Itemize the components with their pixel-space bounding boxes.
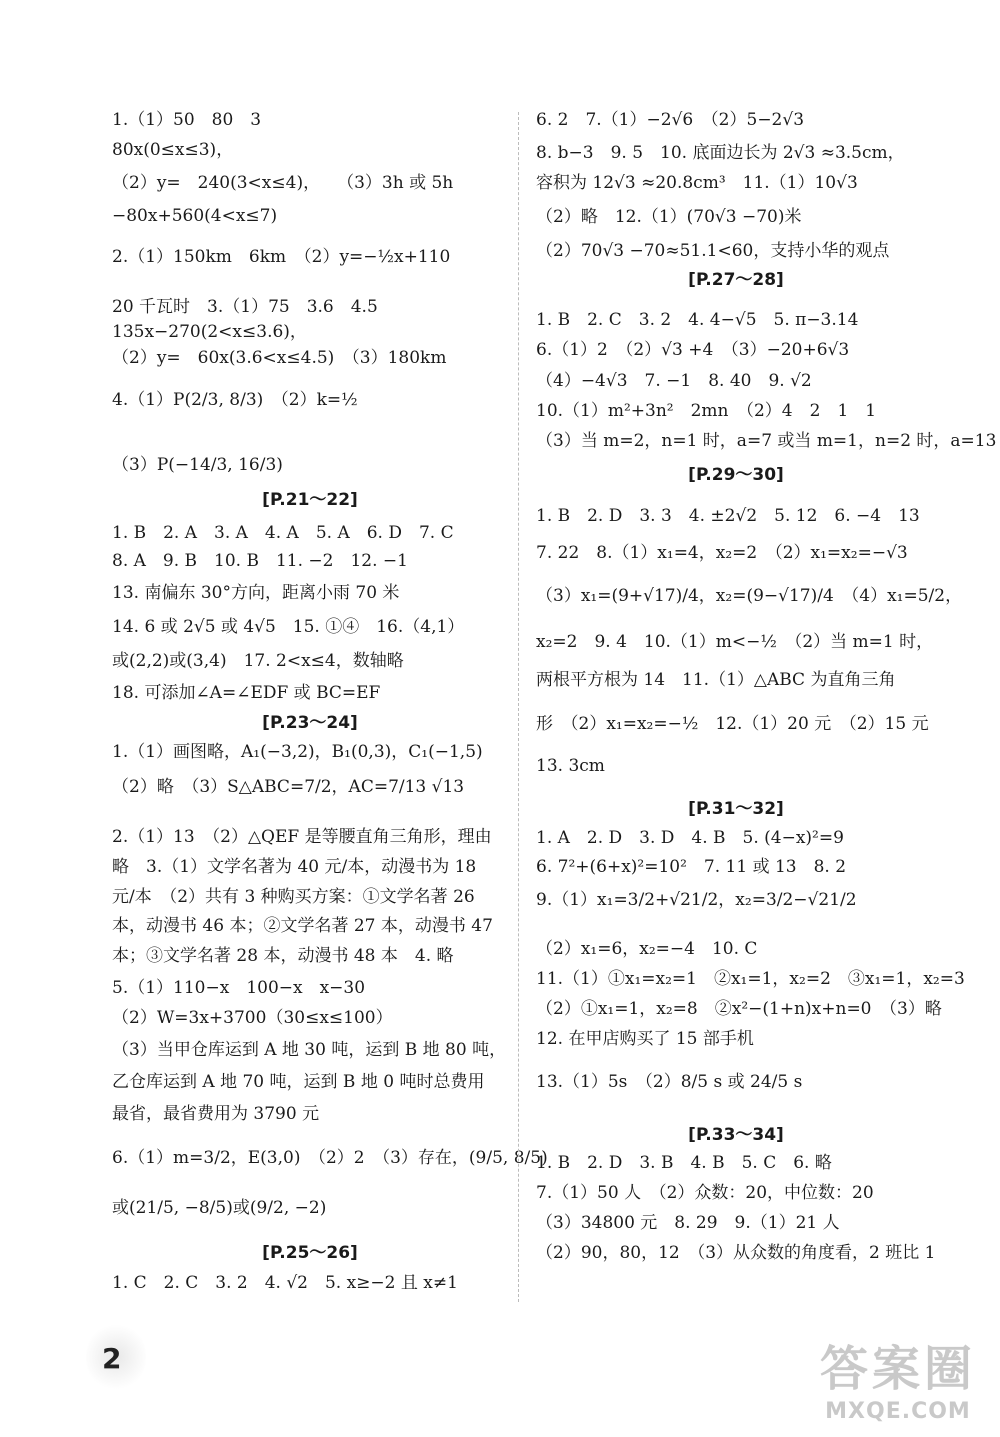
answer-line: 或(21/5, −8/5)或(9/2, −2)	[112, 1198, 327, 1218]
answer-line: 9.（1）x₁=3/2+√21/2，x₂=3/2−√21/2	[536, 890, 857, 910]
answer-line: 18. 可添加∠A=∠EDF 或 BC=EF	[112, 683, 381, 703]
answer-line: 1. B 2. A 3. A 4. A 5. A 6. D 7. C	[112, 523, 454, 543]
answer-line: 本；③文学名著 28 本，动漫书 48 本 4. 略	[112, 946, 454, 966]
section-heading: [P.33～34]	[688, 1125, 784, 1145]
answer-line: （3）当甲仓库运到 A 地 30 吨，运到 B 地 80 吨，	[112, 1040, 507, 1060]
answer-line: 元/本 （2）共有 3 种购买方案：①文学名著 26	[112, 887, 475, 907]
answer-line: （3）x₁=(9+√17)/4，x₂=(9−√17)/4 （4）x₁=5/2，	[536, 586, 963, 606]
answer-line: 20 千瓦时 3.（1）75 3.6 4.5	[112, 297, 378, 317]
answer-line: 1. A 2. D 3. D 4. B 5. (4−x)²=9	[536, 828, 844, 848]
section-heading: [P.23～24]	[262, 713, 358, 733]
answer-line: 13. 南偏东 30°方向，距离小雨 70 米	[112, 583, 400, 603]
answer-line: 11.（1）①x₁=x₂=1 ②x₁=1，x₂=2 ③x₁=1，x₂=3	[536, 969, 965, 989]
answer-line: 135x−270(2<x≤3.6)，	[112, 322, 307, 342]
section-heading: [P.31～32]	[688, 799, 784, 819]
answer-line: 乙仓库运到 A 地 70 吨，运到 B 地 0 吨时总费用	[112, 1072, 485, 1092]
answer-line: （2）略 （3）S△ABC=7/2，AC=7/13 √13	[112, 777, 465, 797]
answer-line: 形 （2）x₁=x₂=−½ 12.（1）20 元 （2）15 元	[536, 714, 929, 734]
answer-line: 1. B 2. C 3. 2 4. 4−√5 5. π−3.14	[536, 310, 859, 330]
answer-line: 8. b−3 9. 5 10. 底面边长为 2√3 ≈3.5cm，	[536, 143, 905, 163]
answer-line: 本，动漫书 46 本；②文学名著 27 本，动漫书 47	[112, 916, 493, 936]
answer-line: 14. 6 或 2√5 或 4√5 15. ①④ 16.（4,1）	[112, 617, 465, 637]
answer-line: 两根平方根为 14 11.（1）△ABC 为直角三角	[536, 670, 896, 690]
answer-line: 4.（1）P(2/3, 8/3) （2）k=½	[112, 390, 358, 410]
answer-line: 1. B 2. D 3. B 4. B 5. C 6. 略	[536, 1153, 832, 1173]
watermark	[820, 1330, 976, 1424]
section-heading: [P.27～28]	[688, 270, 784, 290]
answer-line: （2）90，80，12 （3）从众数的角度看，2 班比 1	[536, 1243, 936, 1263]
answer-line: 1. C 2. C 3. 2 4. √2 5. x≥−2 且 x≠1	[112, 1273, 458, 1293]
page-number: 2	[102, 1342, 122, 1375]
answer-line: 8. A 9. B 10. B 11. −2 12. −1	[112, 551, 408, 571]
watermark-logo-text: 答案圈	[819, 1341, 976, 1397]
answer-line: 1.（1）画图略，A₁(−3,2)，B₁(0,3)，C₁(−1,5)	[112, 742, 483, 762]
watermark-url: MXQE.COM	[825, 1399, 971, 1424]
answer-line: 10.（1）m²+3n² 2mn （2）4 2 1 1	[536, 401, 877, 421]
answer-line: 最省，最省费用为 3790 元	[112, 1104, 320, 1124]
answer-line: 7.（1）50 人 （2）众数：20，中位数：20	[536, 1183, 874, 1203]
answer-line: 7. 22 8.（1）x₁=4，x₂=2 （2）x₁=x₂=−√3	[536, 543, 908, 563]
answer-line: （2）W=3x+3700（30≤x≤100）	[112, 1008, 393, 1028]
answer-line: 或(2,2)或(3,4) 17. 2<x≤4，数轴略	[112, 651, 404, 671]
answer-line: 1. B 2. D 3. 3 4. ±2√2 5. 12 6. −4 13	[536, 506, 920, 526]
answer-line: （3）34800 元 8. 29 9.（1）21 人	[536, 1213, 840, 1233]
answer-line: 6.（1）2 （2）√3 +4 （3）−20+6√3	[536, 340, 850, 360]
answer-line: （2）①x₁=1，x₂=8 ②x²−(1+n)x+n=0 （3）略	[536, 999, 942, 1019]
section-heading: [P.29～30]	[688, 465, 784, 485]
answer-line: （3）P(−14/3, 16/3)	[112, 455, 283, 475]
answer-line: （2）x₁=6，x₂=−4 10. C	[536, 939, 758, 959]
answer-line: （2）70√3 −70≈51.1<60，支持小华的观点	[536, 241, 890, 261]
section-heading: [P.21～22]	[262, 490, 358, 510]
answer-line: x₂=2 9. 4 10.（1）m<−½ （2）当 m=1 时，	[536, 632, 934, 652]
answer-line: 6. 7²+(6+x)²=10² 7. 11 或 13 8. 2	[536, 857, 847, 877]
answer-line: （2）y= 60x(3.6<x≤4.5) （3）180km	[112, 348, 447, 368]
answer-line: 容积为 12√3 ≈20.8cm³ 11.（1）10√3	[536, 173, 858, 193]
answer-line: （4）−4√3 7. −1 8. 40 9. √2	[536, 371, 812, 391]
column-divider	[518, 112, 519, 1302]
answer-line: 2.（1）150km 6km （2）y=−½x+110	[112, 247, 451, 267]
answer-line: −80x+560(4<x≤7)	[112, 206, 278, 226]
answer-line: 2.（1）13 （2）△QEF 是等腰直角三角形，理由	[112, 827, 492, 847]
answer-line: （2）y= 240(3<x≤4)， （3）3h 或 5h	[112, 173, 454, 193]
answer-line: 13.（1）5s （2）8/5 s 或 24/5 s	[536, 1072, 803, 1092]
answer-line: 6. 2 7.（1）−2√6 （2）5−2√3	[536, 110, 805, 130]
answer-line: （3）当 m=2，n=1 时，a=7 或当 m=1，n=2 时，a=13	[536, 431, 997, 451]
answer-line: 5.（1）110−x 100−x x−30	[112, 978, 366, 998]
answer-line: 13. 3cm	[536, 756, 605, 776]
answer-line: 12. 在甲店购买了 15 部手机	[536, 1029, 754, 1049]
answer-line: （2）略 12.（1）(70√3 −70)米	[536, 207, 802, 227]
answer-line: 1.（1）50 80 3	[112, 110, 262, 130]
answer-line: 6.（1）m=3/2，E(3,0) （2）2 （3）存在，(9/5, 8/5)	[112, 1148, 548, 1168]
answer-line: 80x(0≤x≤3)，	[112, 140, 234, 160]
section-heading: [P.25～26]	[262, 1243, 358, 1263]
answer-line: 略 3.（1）文学名著为 40 元/本，动漫书为 18	[112, 857, 477, 877]
